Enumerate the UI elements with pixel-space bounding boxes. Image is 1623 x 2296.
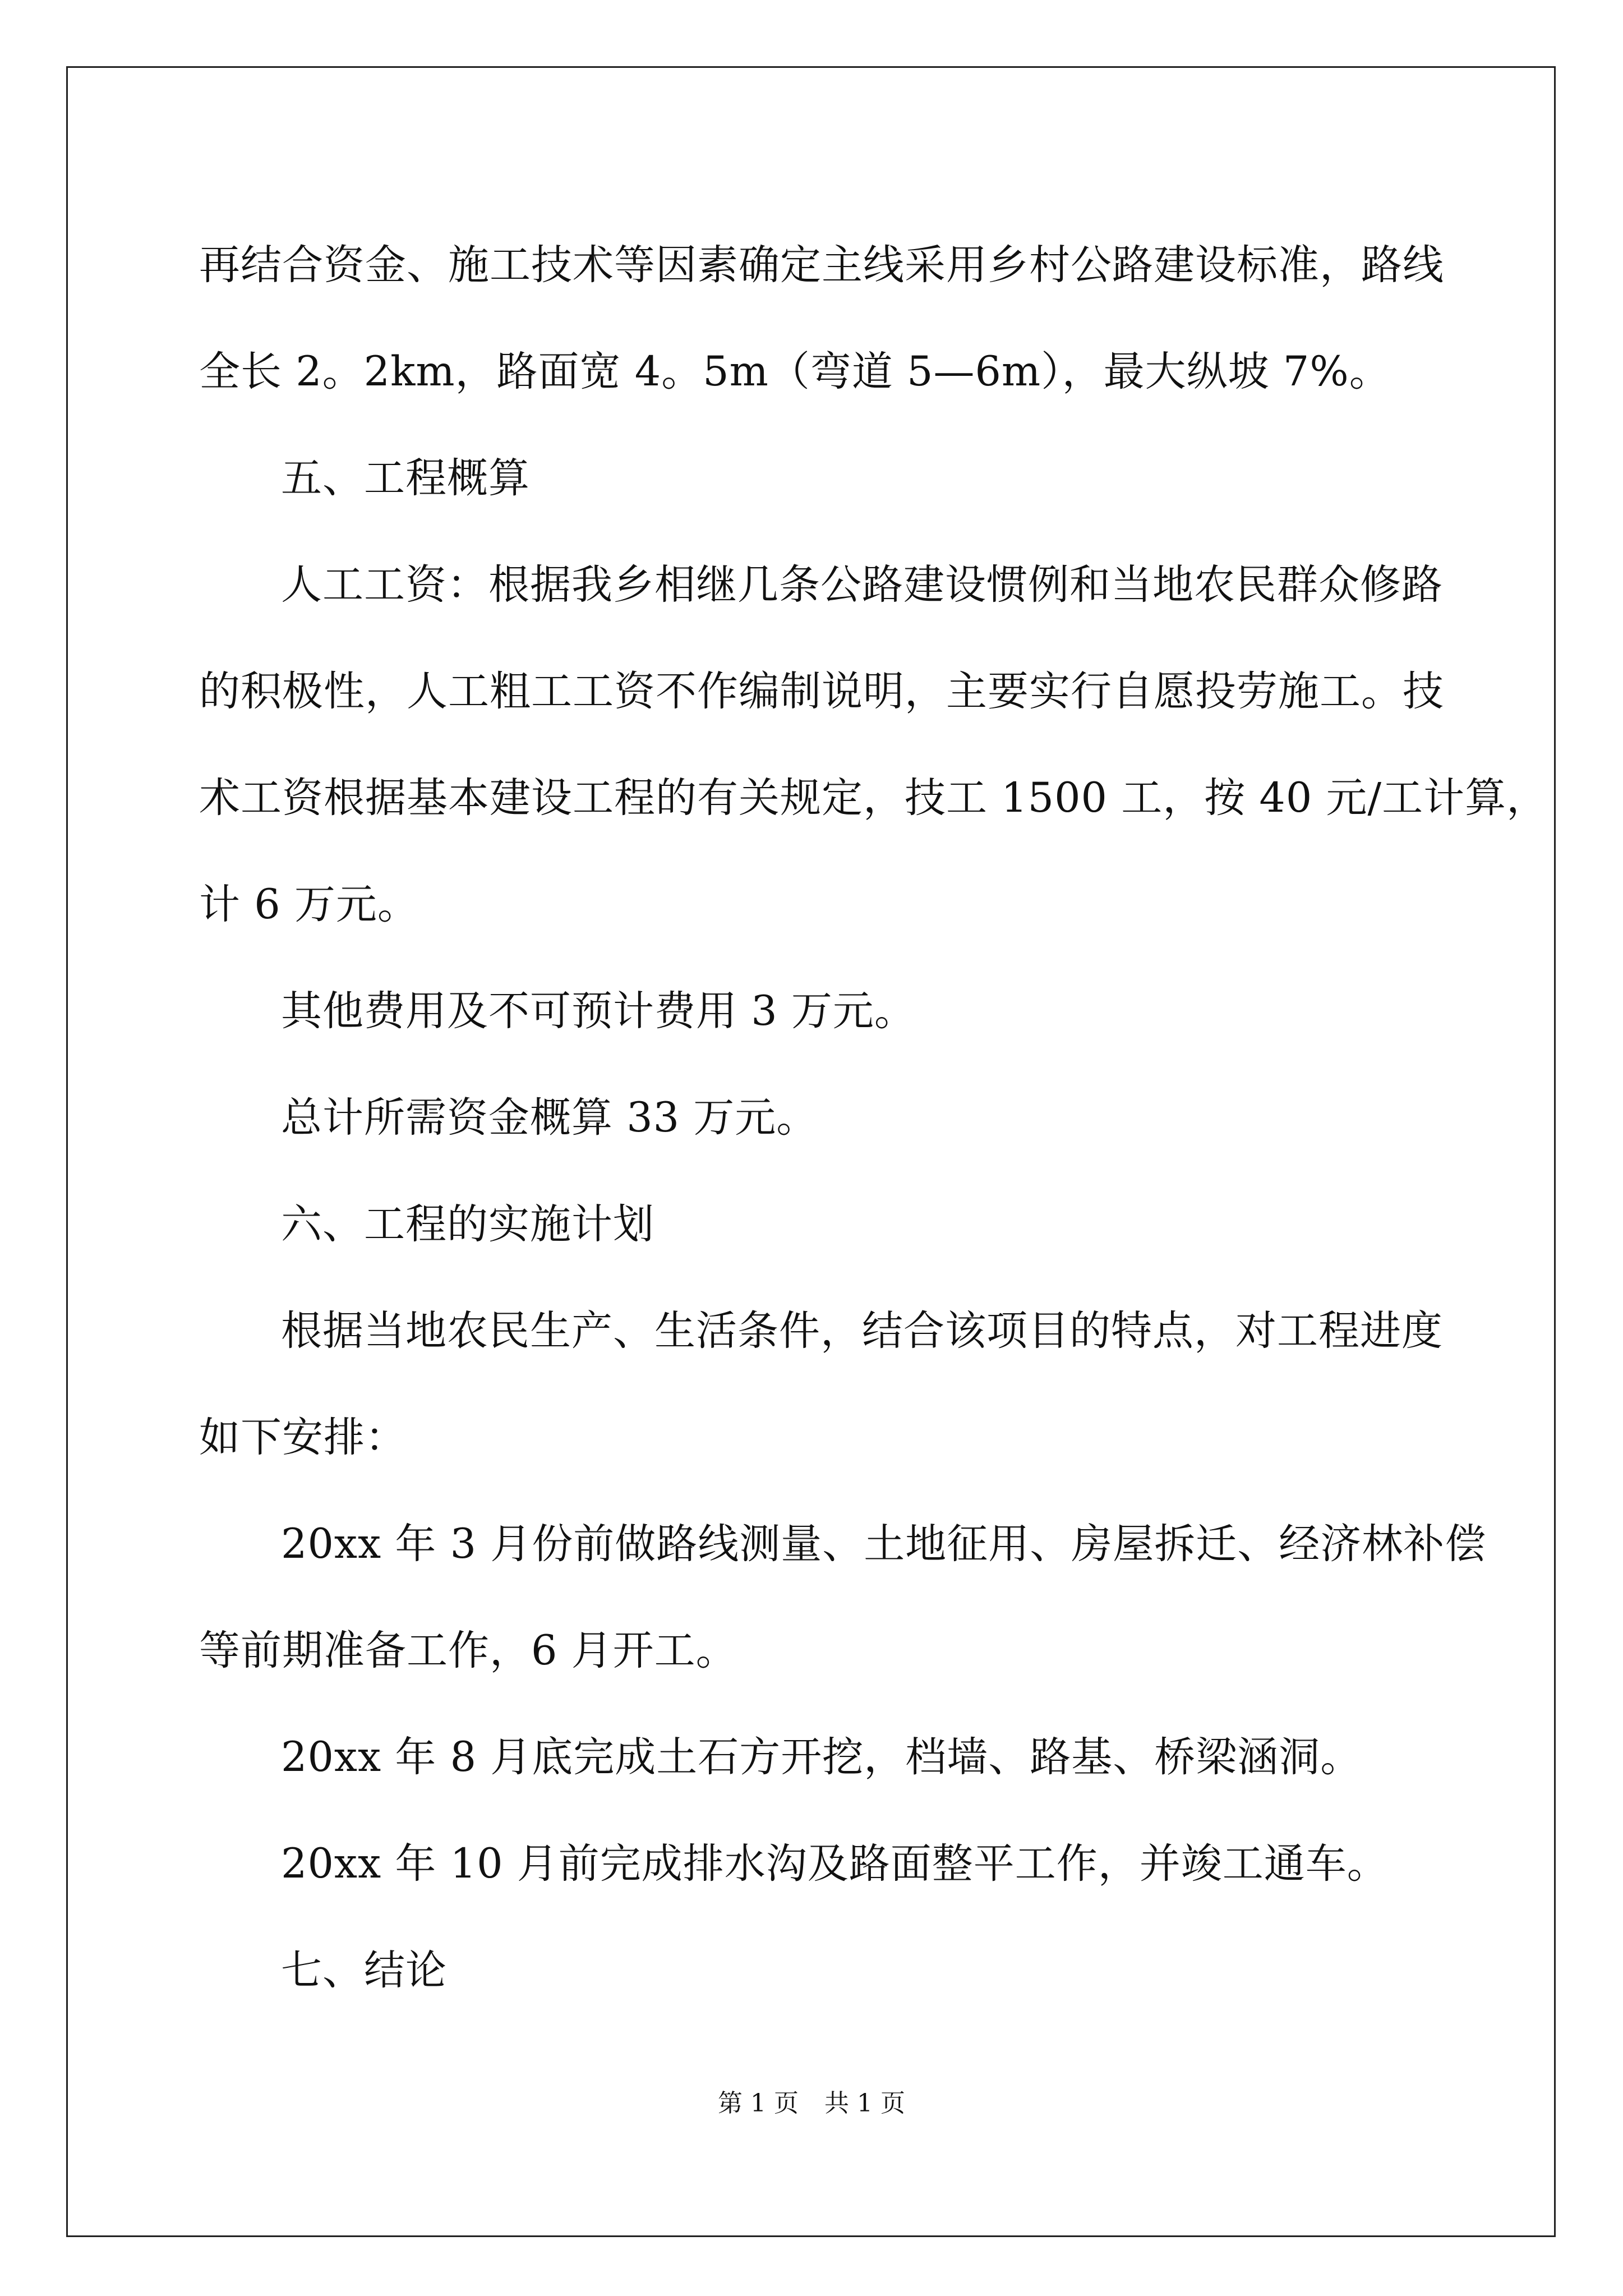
body-line: 根据当地农民生产、生活条件，结合该项目的特点，对工程进度 (281, 1307, 1443, 1355)
body-line: 的积极性，人工粗工工资不作编制说明，主要实行自愿投劳施工。技 (199, 668, 1444, 715)
body-line: 总计所需资金概算 33 万元。 (281, 1094, 818, 1142)
body-line: 20xx 年 8 月底完成土石方开挖，档墙、路基、桥梁涵洞。 (281, 1733, 1362, 1781)
body-line: 计 6 万元。 (199, 881, 419, 928)
section-heading: 六、工程的实施计划 (281, 1200, 654, 1248)
section-heading: 五、工程概算 (281, 454, 530, 502)
document-body (199, 212, 1548, 2024)
body-line: 等前期准备工作，6 月开工。 (199, 1627, 737, 1674)
page-footer (0, 2087, 1623, 2120)
body-line: 20xx 年 3 月份前做路线测量、土地征用、房屋拆迁、经济林补偿 (281, 1520, 1487, 1568)
body-line: 20xx 年 10 月前完成排水沟及路面整平工作，并竣工通车。 (281, 1840, 1389, 1888)
body-line: 再结合资金、施工技术等因素确定主线采用乡村公路建设标准，路线 (199, 241, 1444, 289)
page-total: 共 1 页 (824, 2089, 905, 2118)
body-line: 人工工资：根据我乡相继几条公路建设惯例和当地农民群众修路 (281, 561, 1443, 609)
body-line: 术工资根据基本建设工程的有关规定，技工 1500 工，按 40 元/工计算， (199, 774, 1548, 822)
body-line: 其他费用及不可预计费用 3 万元。 (281, 987, 916, 1035)
body-line: 全长 2。2km，路面宽 4。5m（弯道 5—6m），最大纵坡 7%。 (199, 348, 1391, 395)
section-heading: 七、结论 (281, 1947, 447, 1994)
body-line: 如下安排： (199, 1414, 407, 1461)
page-number: 第 1 页 (718, 2089, 799, 2118)
